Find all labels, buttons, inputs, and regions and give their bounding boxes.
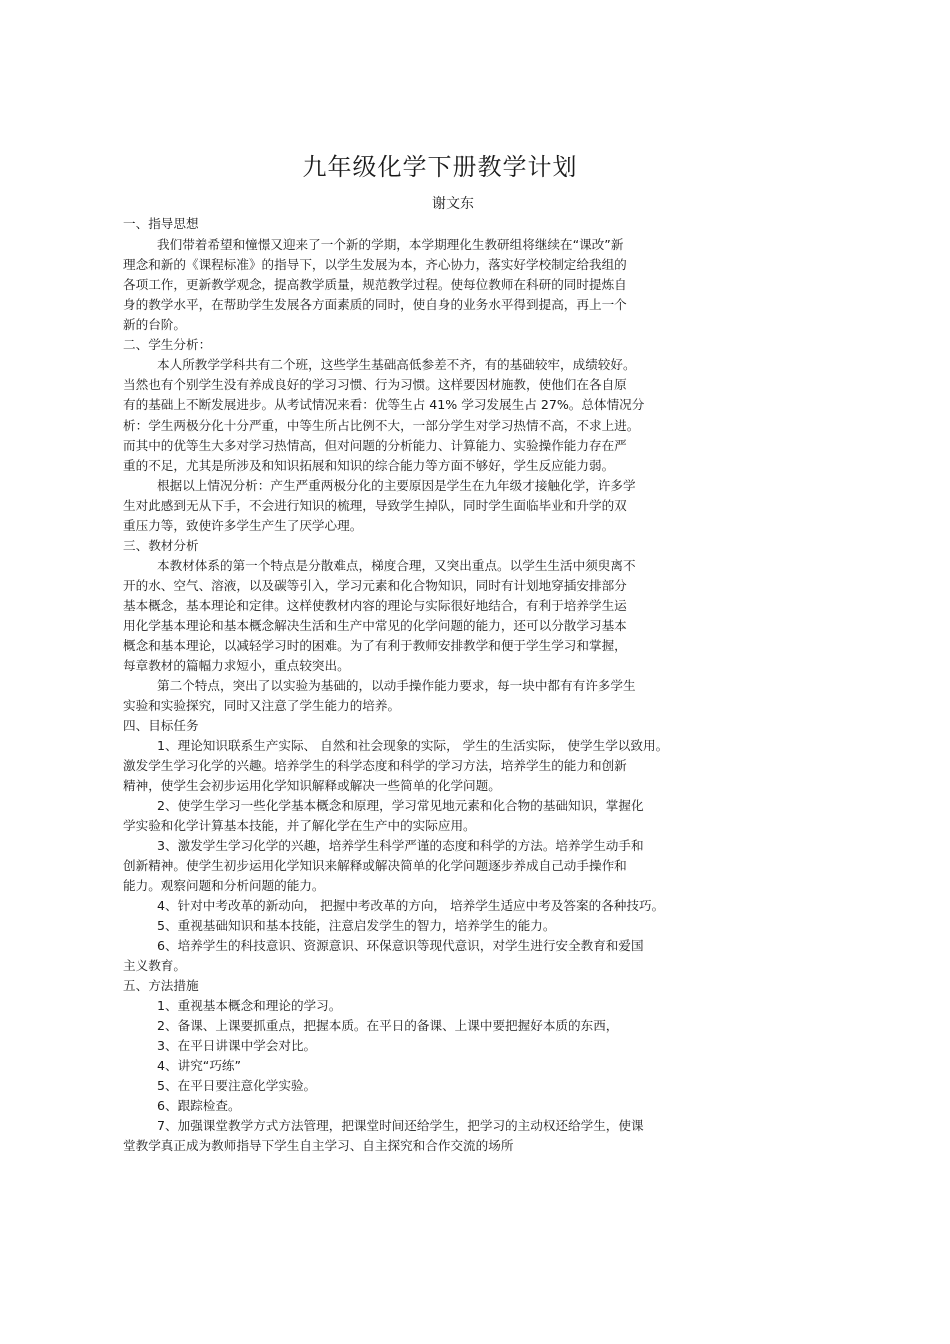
text-line: 3、在平日讲课中学会对比。	[157, 1038, 317, 1053]
text-line: 我们带着希望和憧憬又迎来了一个新的学期，本学期理化生教研组将继续在“课改”新	[157, 237, 624, 252]
text-line: 而其中的优等生大多对学习热情高，但对问题的分析能力、计算能力、实验操作能力存在严	[123, 438, 627, 453]
text-line: 生对此感到无从下手，不会进行知识的梳理，导致学生掉队，同时学生面临毕业和升学的双	[123, 498, 627, 513]
text-line: 三、教材分析	[123, 538, 199, 553]
text-line: 3、激发学生学习化学的兴趣，培养学生科学严谨的态度和科学的方法。培养学生动手和	[157, 838, 644, 853]
text-line: 用化学基本理论和基本概念解决生活和生产中常见的化学问题的能力，还可以分散学习基本	[123, 618, 627, 633]
text-line: 4、针对中考改革的新动向， 把握中考改革的方向， 培养学生适应中考及答案的各种技巧。	[157, 898, 665, 913]
text-line: 创新精神。使学生初步运用化学知识来解释或解决简单的化学问题逐步养成自己动手操作和	[123, 858, 627, 873]
text-line: 1、理论知识联系生产实际、 自然和社会现象的实际， 学生的生活实际， 使学生学以致用。	[157, 738, 669, 753]
text-line: 重的不足，尤其是所涉及和知识拓展和知识的综合能力等方面不够好，学生反应能力弱。	[123, 458, 615, 473]
text-line: 6、跟踪检查。	[157, 1098, 241, 1113]
text-line: 四、目标任务	[123, 718, 199, 733]
text-line: 6、培养学生的科技意识、资源意识、环保意识等现代意识，对学生进行安全教育和爱国	[157, 938, 644, 953]
text-line: 析：学生两极分化十分严重，中等生所占比例不大，一部分学生对学习热情不高，不求上进。	[123, 418, 640, 433]
text-line: 每章教材的篇幅力求短小，重点较突出。	[123, 658, 350, 673]
text-line: 实验和实验探究，同时又注意了学生能力的培养。	[123, 698, 401, 713]
text-line: 五、方法措施	[123, 978, 199, 993]
text-line: 二、学生分析：	[123, 337, 212, 352]
text-line: 基本概念，基本理论和定律。这样使教材内容的理论与实际很好地结合，有利于培养学生运	[123, 598, 627, 613]
text-line: 1、重视基本概念和理论的学习。	[157, 998, 342, 1013]
text-line: 激发学生学习化学的兴趣。培养学生的科学态度和科学的学习方法，培养学生的能力和创新	[123, 758, 627, 773]
text-line: 根据以上情况分析：产生严重两极分化的主要原因是学生在九年级才接触化学，许多学	[157, 478, 636, 493]
text-line: 有的基础上不断发展进步。从考试情况来看：优等生占 41% 学习发展生占 27%。总体情况分	[123, 397, 645, 412]
text-line: 2、使学生学习一些化学基本概念和原理，学习常见地元素和化合物的基础知识，掌握化	[157, 798, 644, 813]
text-line: 精神，使学生会初步运用化学知识解释或解决一些简单的化学问题。	[123, 778, 501, 793]
text-line: 理念和新的《课程标准》的指导下，以学生发展为本，齐心协力，落实好学校制定给我组的	[123, 257, 627, 272]
text-line: 4、讲究“巧练”	[157, 1058, 242, 1073]
text-line: 新的台阶。	[123, 317, 186, 332]
text-line: 本教材体系的第一个特点是分散难点，梯度合理，又突出重点。以学生生活中须臾离不	[157, 558, 636, 573]
text-line: 一、指导思想	[123, 216, 199, 231]
page-title: 九年级化学下册教学计划	[302, 153, 578, 181]
text-line: 2、备课、上课要抓重点，把握本质。在平日的备课、上课中要把握好本质的东西，	[157, 1018, 619, 1033]
text-line: 第二个特点，突出了以实验为基础的，以动手操作能力要求，每一块中都有有许多学生	[157, 678, 636, 693]
text-line: 本人所教学学科共有二个班，这些学生基础高低参差不齐，有的基础较牢，成绩较好。	[157, 357, 636, 372]
text-line: 堂教学真正成为教师指导下学生自主学习、自主探究和合作交流的场所	[123, 1138, 514, 1153]
text-line: 开的水、空气、溶液，以及碳等引入，学习元素和化合物知识，同时有计划地穿插安排部分	[123, 578, 627, 593]
text-line: 5、在平日要注意化学实验。	[157, 1078, 317, 1093]
text-line: 学实验和化学计算基本技能，并了解化学在生产中的实际应用。	[123, 818, 476, 833]
text-line: 主义教育。	[123, 958, 186, 973]
text-line: 7、加强课堂教学方式方法管理，把课堂时间还给学生，把学习的主动权还给学生，使课	[157, 1118, 644, 1133]
text-line: 当然也有个别学生没有养成良好的学习习惯、行为习惯。这样要因材施教，使他们在各自原	[123, 377, 627, 392]
author-name: 谢文东	[432, 196, 474, 212]
text-line: 能力。观察问题和分析问题的能力。	[123, 878, 325, 893]
text-line: 5、重视基础知识和基本技能，注意启发学生的智力，培养学生的能力。	[157, 918, 556, 933]
text-line: 重压力等，致使许多学生产生了厌学心理。	[123, 518, 363, 533]
text-line: 各项工作，更新教学观念，提高教学质量，规范教学过程。使每位教师在科研的同时提炼自	[123, 277, 627, 292]
text-line: 概念和基本理论，以减轻学习时的困难。为了有利于教师安排教学和便于学生学习和掌握，	[123, 638, 627, 653]
text-line: 身的教学水平，在帮助学生发展各方面素质的同时，使自身的业务水平得到提高，再上一个	[123, 297, 627, 312]
